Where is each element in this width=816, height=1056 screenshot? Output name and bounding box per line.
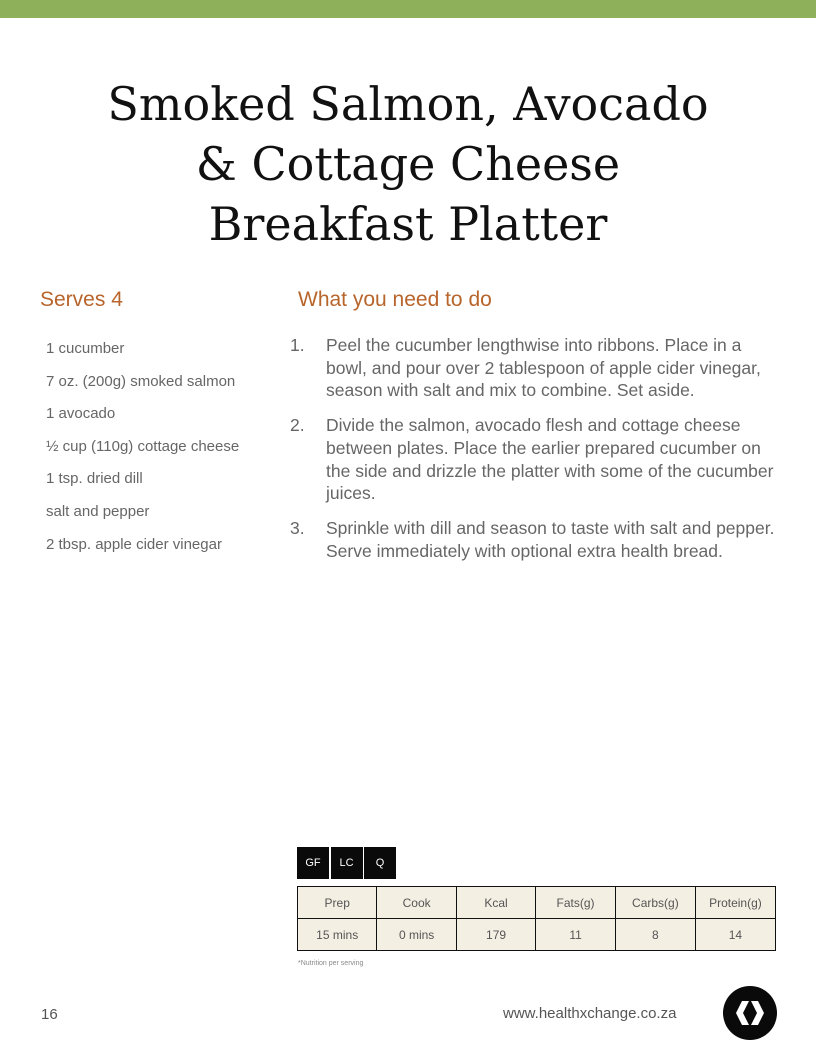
ingredient-item: 1 tsp. dried dill (46, 470, 143, 488)
nutrition-value-cell: 14 (695, 919, 775, 951)
ingredient-item: 1 cucumber (46, 340, 125, 357)
step-number: 3. (290, 517, 305, 538)
top-accent-bar (0, 0, 816, 18)
nutrition-value-cell: 8 (615, 919, 695, 951)
nutrition-header-cell: Cook (377, 887, 456, 919)
title-line: & Cottage Cheese (195, 137, 621, 191)
nutrition-footnote: *Nutrition per serving (298, 960, 364, 967)
method-step (290, 334, 776, 402)
serves-heading: Serves 4 (40, 288, 123, 311)
diet-tag: LC (331, 847, 363, 879)
nutrition-value-row (298, 919, 776, 951)
diet-tag: GF (297, 847, 329, 879)
diet-tag: Q (364, 847, 396, 879)
website-link[interactable]: www.healthxchange.co.za (503, 1005, 677, 1022)
nutrition-header-row (298, 887, 776, 919)
nutrition-header-cell: Fats(g) (536, 887, 616, 919)
title-line: Breakfast Platter (208, 197, 608, 251)
step-text: Sprinkle with dill and season to taste with salt and pepper. Serve immediately with optional extra health bread. (326, 517, 775, 561)
nutrition-value-cell: 15 mins (298, 919, 377, 951)
ingredient-item: salt and pepper (46, 502, 150, 520)
recipe-title (0, 74, 816, 254)
step-number: 2. (290, 415, 305, 436)
ingredient-item: 7 oz. (200g) smoked salmon (46, 372, 236, 390)
method-steps (290, 334, 776, 574)
method-heading: What you need to do (298, 288, 492, 311)
diet-tags (297, 847, 398, 879)
nutrition-header-cell: Protein(g) (695, 887, 775, 919)
ingredient-item: ½ cup (110g) cottage cheese (46, 437, 240, 455)
method-step (290, 517, 776, 562)
nutrition-header-cell: Kcal (456, 887, 535, 919)
step-number: 1. (290, 335, 305, 355)
page-number: 16 (41, 1006, 58, 1023)
step-text: Peel the cucumber lengthwise into ribbons. Place in a bowl, and pour over 2 tablespoon of apple cider vinegar, season with salt and mix to combine. Set aside. (326, 335, 761, 401)
nutrition-value-cell: 11 (536, 919, 616, 951)
step-text: Divide the salmon, avocado flesh and cottage cheese between plates. Place the earlier prepared cucumber on the side and drizzle the platter with some of the cucumber juices. (326, 415, 774, 504)
nutrition-value-cell: 0 mins (377, 919, 456, 951)
ingredient-item: 1 avocado (46, 405, 116, 423)
nutrition-table (297, 886, 776, 951)
nutrition-value-cell: 179 (456, 919, 535, 951)
hx-logo-icon (723, 986, 777, 1040)
nutrition-header-cell: Carbs(g) (615, 887, 695, 919)
ingredient-list (46, 340, 239, 568)
title-line: Smoked Salmon, Avocado (107, 77, 709, 131)
method-step (290, 414, 776, 505)
ingredient-item: 2 tbsp. apple cider vinegar (46, 535, 222, 553)
nutrition-header-cell: Prep (298, 887, 377, 919)
